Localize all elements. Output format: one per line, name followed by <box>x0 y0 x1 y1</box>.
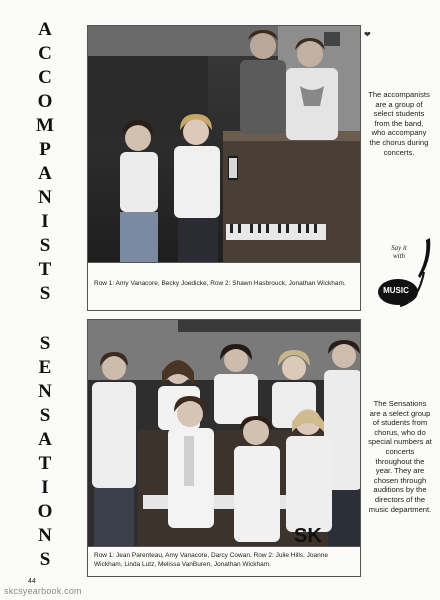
music-logo-tagline <box>384 244 414 260</box>
sensations-description: The Sensations are a select group of students from chorus, who do special numbers at concerts throughout the year. They are chosen through auditions by the directors of the music department. <box>368 399 432 514</box>
title-letter: O <box>37 91 53 112</box>
title-letter: T <box>38 259 52 280</box>
sensations-photo <box>87 319 361 547</box>
title-letter: S <box>39 405 51 426</box>
shirt-logo-text: SK <box>294 525 322 547</box>
title-letter: N <box>38 525 52 546</box>
title-letter: S <box>39 549 51 570</box>
tagline-line: with <box>392 252 406 260</box>
title-letter: I <box>41 477 49 498</box>
sensations-caption: Row 1: Jean Parenteau, Amy Vanacore, Darcy Cowan, Row 2: Julie Hills, Joanne Wickham, Linda Lutz, Melissa VanBuren, Jonathan Wickham. <box>87 547 361 577</box>
title-letter: S <box>39 333 51 354</box>
music-logo-word: MUSIC <box>383 286 409 295</box>
title-letter: A <box>38 429 52 450</box>
accompanists-photo <box>87 25 361 263</box>
title-letter: A <box>38 163 52 184</box>
page-number: 44 <box>28 578 36 585</box>
accompanists-caption: Row 1: Amy Vanacore, Becky Joedicke, Row 2: Shawn Hasbrouck, Jonathan Wickham. <box>87 263 361 311</box>
title-letter: I <box>41 211 49 232</box>
title-letter: O <box>37 501 53 522</box>
title-letter: P <box>39 139 51 160</box>
title-letter: M <box>36 115 54 136</box>
tagline-line: Say it <box>391 244 407 252</box>
title-letter: C <box>38 43 52 64</box>
accompanists-description: The accompanists are a group of select students from the band, who accompany the chorus during concerts. <box>368 90 430 157</box>
title-letter: S <box>39 235 51 256</box>
accompanists-vertical-title <box>32 18 58 306</box>
title-letter: N <box>38 187 52 208</box>
title-letter: C <box>38 67 52 88</box>
sensations-vertical-title <box>32 332 58 572</box>
title-letter: E <box>38 357 52 378</box>
title-letter: T <box>38 453 52 474</box>
title-letter: N <box>38 381 52 402</box>
registration-mark-icon: ❤ <box>364 30 371 39</box>
title-letter: S <box>39 283 51 304</box>
watermark: skcsyearbook.com <box>4 586 82 596</box>
title-letter: A <box>38 19 52 40</box>
